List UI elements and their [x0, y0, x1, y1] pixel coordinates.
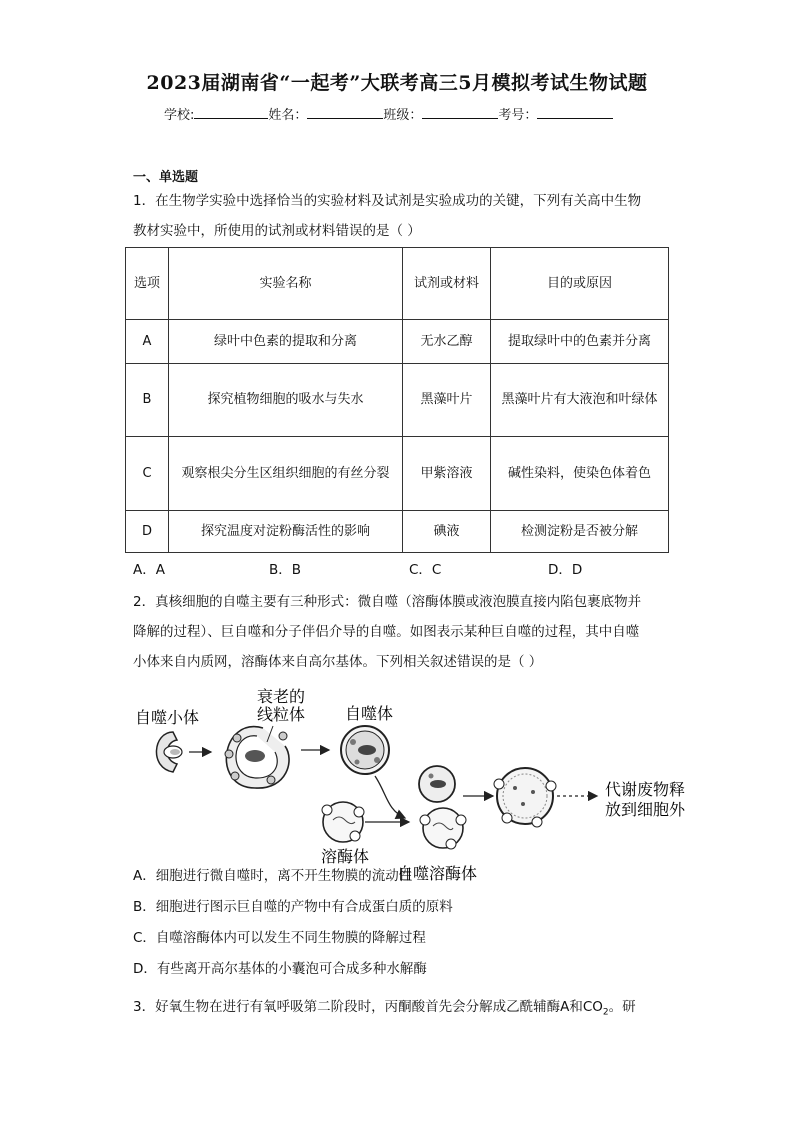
label-lysosome: 溶酶体 [321, 847, 370, 866]
table-cell: 无水乙醇 [403, 320, 491, 364]
exam-no-label: 考号： [498, 108, 538, 123]
table-row [126, 320, 669, 364]
table-cell: 检测淀粉是否被分解 [491, 511, 669, 553]
q1-option[interactable]: D．D [548, 562, 583, 578]
student-info-line [164, 104, 613, 123]
label-autophagosome-precursor: 自噬小体 [135, 708, 200, 727]
q1-stem-line: 1．在生物学实验中选择恰当的实验材料及试剂是实验成功的关键，下列有关高中生物 [133, 193, 642, 209]
q1-stem [133, 186, 668, 246]
fusion-shape [419, 766, 466, 849]
class-label: 班级： [383, 108, 423, 123]
table-cell: 甲紫溶液 [403, 437, 491, 511]
autophagy-diagram [125, 680, 695, 885]
label-release-line2: 放到细胞外 [605, 800, 686, 819]
header-cell: 目的或原因 [491, 248, 669, 320]
q1-option[interactable]: A．A [133, 562, 165, 578]
label-release-line1: 代谢废物释 [605, 780, 686, 799]
table-row [126, 437, 669, 511]
table-cell: C [126, 437, 169, 511]
header-cell: 实验名称 [169, 248, 403, 320]
section-heading: 一、单选题 [133, 170, 199, 185]
page-title: 2023届湖南省“一起考”大联考高三5月模拟考试生物试题 [146, 72, 648, 94]
co2-subscript: 2 [602, 1007, 609, 1018]
name-label: 姓名： [268, 108, 308, 123]
table-header-row [126, 248, 669, 320]
label-aging-mito-line1: 衰老的 [257, 687, 306, 706]
q3-stem-text-end: 。研 [608, 999, 636, 1015]
table-cell: 黑藻叶片 [403, 364, 491, 437]
q3-stem-text: 3．好氧生物在进行有氧呼吸第二阶段时，丙酮酸首先会分解成乙酰辅酶A和CO [133, 999, 603, 1015]
table-cell: 碱性染料，使染色体着色 [491, 437, 669, 511]
q2-stem [133, 587, 668, 677]
q2-choice-c[interactable]: C．自噬溶酶体内可以发生不同生物膜的降解过程 [133, 930, 426, 946]
label-autolysosome: 自噬溶酶体 [397, 864, 478, 883]
lysosome-shape [322, 802, 364, 842]
table-row [126, 511, 669, 553]
table-cell: 探究植物细胞的吸水与失水 [169, 364, 403, 437]
q2-choice-a[interactable]: A．细胞进行微自噬时，离不开生物膜的流动性 [133, 868, 413, 884]
autophagosome-shape [341, 726, 389, 774]
table-cell: 提取绿叶中的色素并分离 [491, 320, 669, 364]
q2-choice-d[interactable]: D．有些离开高尔基体的小囊泡可合成多种水解酶 [133, 961, 427, 977]
table-cell: 探究温度对淀粉酶活性的影响 [169, 511, 403, 553]
q2-stem-line: 小体来自内质网，溶酶体来自高尔基体。下列相关叙述错误的是（ ） [133, 654, 543, 670]
label-aging-mito-line2: 线粒体 [257, 705, 306, 724]
name-blank [307, 106, 383, 119]
table-cell: 黑藻叶片有大液泡和叶绿体 [491, 364, 669, 437]
table-cell: 碘液 [403, 511, 491, 553]
table-row [126, 364, 669, 437]
table-cell: A [126, 320, 169, 364]
school-blank [194, 106, 268, 119]
table-cell: 绿叶中色素的提取和分离 [169, 320, 403, 364]
q1-option[interactable]: C．C [409, 562, 442, 578]
q1-option[interactable]: B．B [269, 562, 302, 578]
class-blank [422, 106, 498, 119]
table-cell: 观察根尖分生区组织细胞的有丝分裂 [169, 437, 403, 511]
label-autophagosome: 自噬体 [345, 704, 394, 723]
q2-choice-b[interactable]: B．细胞进行图示巨自噬的产物中有合成蛋白质的原料 [133, 899, 453, 915]
autolysosome-shape [494, 768, 556, 827]
q2-stem-line: 降解的过程）、巨自噬和分子伴侣介导的自噬。如图表示某种巨自噬的过程，其中自噬 [133, 624, 640, 640]
crescent-membrane-shape [156, 732, 182, 772]
q1-table [125, 247, 669, 553]
table-cell: D [126, 511, 169, 553]
school-label: 学校: [164, 108, 195, 123]
header-cell: 试剂或材料 [403, 248, 491, 320]
engulfing-membrane-shape [225, 727, 289, 788]
q2-stem-line: 2．真核细胞的自噬主要有三种形式：微自噬（溶酶体膜或液泡膜直接内陷包裹底物并 [133, 594, 642, 610]
header-cell: 选项 [126, 248, 169, 320]
q3-stem-line [133, 995, 636, 1018]
table-cell: B [126, 364, 169, 437]
exam-no-blank [537, 106, 613, 119]
q1-stem-line: 教材实验中，所使用的试剂或材料错误的是（ ） [133, 223, 421, 239]
